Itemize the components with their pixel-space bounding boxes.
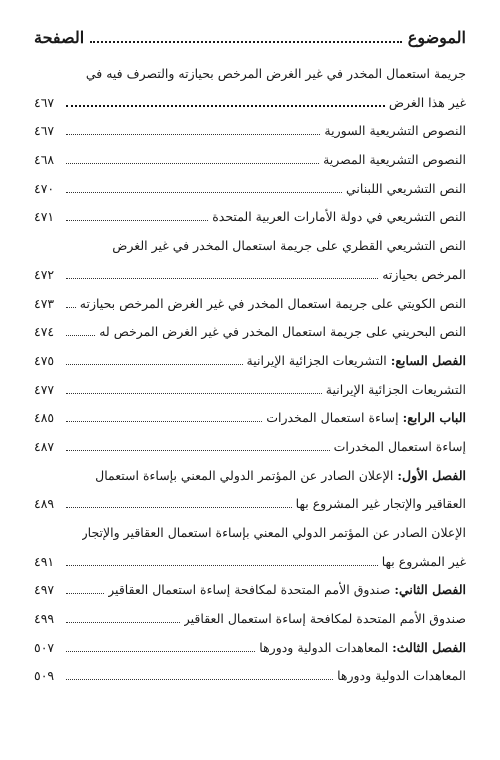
toc-entry bbox=[34, 146, 466, 175]
toc-entry bbox=[34, 203, 466, 232]
toc-entry-title bbox=[259, 634, 466, 663]
toc-entry bbox=[34, 60, 466, 89]
toc-entry bbox=[34, 462, 466, 491]
toc-entry-text: النص التشريعي اللبناني bbox=[345, 180, 466, 196]
toc-entry bbox=[34, 318, 466, 347]
toc-entry-page-number: ٤٧١ bbox=[34, 209, 55, 225]
toc-entry-text: النصوص التشريعية السورية bbox=[324, 123, 466, 139]
toc-entry bbox=[34, 433, 466, 462]
toc-entry-text: النص التشريعي في دولة الأمارات العربية المتحدة bbox=[212, 209, 466, 225]
toc-entry-page-number: ٤٦٧ bbox=[34, 123, 55, 139]
toc-entry bbox=[34, 548, 466, 577]
toc-entry-title bbox=[323, 146, 466, 175]
toc-entry-page-number: ٤٧٠ bbox=[34, 180, 55, 196]
toc-entry-text: إساءة استعمال المخدرات bbox=[266, 410, 403, 426]
toc-entry bbox=[34, 519, 466, 548]
toc-entry bbox=[34, 347, 466, 376]
page-column-heading: الصفحة bbox=[34, 28, 85, 47]
toc-entry-page-number: ٥٠٧ bbox=[34, 639, 55, 655]
dot-leader bbox=[66, 679, 333, 680]
toc-entry-page-number: ٤٧٢ bbox=[34, 266, 55, 282]
toc-entry-text: صندوق الأمم المتحدة لمكافحة إساءة استعمال العقاقير bbox=[183, 611, 466, 627]
toc-entry-text: التشريعات الجزائية الإيرانية bbox=[246, 352, 391, 368]
dot-leader bbox=[66, 450, 330, 451]
dot-leader bbox=[66, 335, 95, 336]
toc-entry-text: النصوص التشريعية المصرية bbox=[323, 152, 466, 168]
toc-entry-text: جريمة استعمال المخدر في غير الغرض المرخص بحيازته والتصرف فيه في bbox=[85, 66, 466, 81]
dot-leader bbox=[66, 105, 385, 107]
toc-entry bbox=[34, 404, 466, 433]
toc-entry-text: الإعلان الصادر عن المؤتمر الدولي المعني بإساءة استعمال العقاقير والإتجار bbox=[81, 525, 466, 540]
dot-leader bbox=[66, 163, 319, 164]
toc-entry-title bbox=[82, 519, 466, 548]
dot-leader bbox=[66, 220, 208, 221]
toc-entry-page-number: ٤٦٧ bbox=[34, 94, 55, 110]
toc-entry-title bbox=[80, 290, 466, 319]
toc-entry-chapter-label: الفصل الثاني: bbox=[394, 582, 466, 598]
toc-entry-title bbox=[184, 605, 466, 634]
toc-entry-page-number: ٥٠٩ bbox=[34, 668, 55, 684]
toc-entry bbox=[34, 175, 466, 204]
toc-entry-text: المعاهدات الدولية ودورها bbox=[337, 668, 466, 684]
toc-entry-title bbox=[382, 261, 466, 290]
toc-header bbox=[34, 28, 466, 54]
toc-entry-page-number: ٤٧٣ bbox=[34, 295, 55, 311]
toc-entry-page-number: ٤٩٩ bbox=[34, 611, 55, 627]
toc-entry-page-number: ٤٧٤ bbox=[34, 324, 55, 340]
toc-entry-text: النص الكويتي على جريمة استعمال المخدر في غير الغرض المرخص بحيازته bbox=[80, 295, 466, 311]
dot-leader bbox=[66, 278, 378, 279]
dot-leader bbox=[66, 393, 322, 394]
dot-leader bbox=[66, 134, 320, 135]
toc-entry bbox=[34, 290, 466, 319]
toc-entry-title bbox=[346, 175, 466, 204]
toc-entry-chapter-label: الفصل السابع: bbox=[390, 352, 466, 368]
dot-leader bbox=[66, 192, 342, 193]
dot-leader bbox=[66, 421, 262, 422]
toc-entry-text: المعاهدات الدولية ودورها bbox=[259, 639, 393, 655]
toc-entry-title bbox=[112, 232, 466, 261]
toc-entry-text: الإعلان الصادر عن المؤتمر الدولي المعني بإساءة استعمال bbox=[95, 467, 398, 483]
toc-entry bbox=[34, 662, 466, 691]
toc-entry-title bbox=[337, 662, 466, 691]
toc-entry-title bbox=[99, 318, 466, 347]
toc-entry-title bbox=[382, 548, 466, 577]
toc-entry-title bbox=[212, 203, 466, 232]
toc-entry-text: النص البحريني على جريمة استعمال المخدر في غير الغرض المرخص له bbox=[99, 324, 466, 340]
header-dot-leader bbox=[90, 40, 402, 43]
toc-entry bbox=[34, 376, 466, 405]
toc-entry-page-number: ٤٨٩ bbox=[34, 496, 55, 512]
toc-entry-text: المرخص بحيازته bbox=[382, 266, 466, 282]
toc-entry-title bbox=[389, 89, 466, 118]
toc-entry-page-number: ٤٩٧ bbox=[34, 582, 55, 598]
toc-entry-text: العقاقير والإتجار غير المشروع بها bbox=[295, 496, 466, 512]
dot-leader bbox=[66, 507, 292, 508]
dot-leader bbox=[66, 651, 255, 652]
toc-entry-text: غير المشروع بها bbox=[381, 553, 466, 569]
toc-entry-chapter-label: الفصل الأول: bbox=[397, 467, 466, 483]
dot-leader bbox=[66, 307, 76, 308]
toc-entry-title bbox=[296, 490, 466, 519]
toc-entry-title bbox=[326, 376, 466, 405]
toc-entry-title bbox=[95, 462, 466, 491]
toc-entry-text: صندوق الأمم المتحدة لمكافحة إساءة استعمال العقاقير bbox=[108, 582, 395, 598]
toc-entry-page-number: ٤٧٧ bbox=[34, 381, 55, 397]
toc-entry-text: النص التشريعي القطري على جريمة استعمال المخدر في غير الغرض bbox=[112, 238, 466, 254]
toc-entry-page-number: ٤٦٨ bbox=[34, 152, 55, 168]
dot-leader bbox=[66, 622, 180, 623]
topic-column-heading: الموضوع bbox=[407, 28, 466, 47]
toc-entry bbox=[34, 634, 466, 663]
toc-entry bbox=[34, 117, 466, 146]
toc-entry-chapter-label: الباب الرابع: bbox=[402, 410, 466, 426]
dot-leader bbox=[66, 593, 104, 594]
toc-entry-page-number: ٤٩١ bbox=[34, 553, 55, 569]
toc-entry bbox=[34, 89, 466, 118]
toc-entry-chapter-label: الفصل الثالث: bbox=[392, 639, 466, 655]
toc-entry bbox=[34, 232, 466, 261]
toc-entry-title bbox=[247, 347, 466, 376]
dot-leader bbox=[66, 364, 243, 365]
toc-entry bbox=[34, 490, 466, 519]
toc-entry bbox=[34, 605, 466, 634]
toc-entry-title bbox=[334, 433, 466, 462]
toc-entry-text: غير هذا الغرض bbox=[388, 94, 466, 110]
toc-entry bbox=[34, 261, 466, 290]
toc-entry-text: التشريعات الجزائية الإيرانية bbox=[325, 381, 466, 397]
toc-entry-page-number: ٤٨٧ bbox=[34, 438, 55, 454]
toc-entry-title bbox=[266, 404, 466, 433]
toc-entry-page-number: ٤٨٥ bbox=[34, 410, 55, 426]
dot-leader bbox=[66, 565, 378, 566]
toc-list bbox=[34, 60, 466, 691]
toc-entry-page-number: ٤٧٥ bbox=[34, 352, 55, 368]
toc-entry-title bbox=[324, 117, 466, 146]
toc-entry-title bbox=[108, 576, 466, 605]
toc-entry-text: إساءة استعمال المخدرات bbox=[333, 438, 466, 454]
toc-entry bbox=[34, 576, 466, 605]
toc-entry-title bbox=[86, 60, 466, 89]
